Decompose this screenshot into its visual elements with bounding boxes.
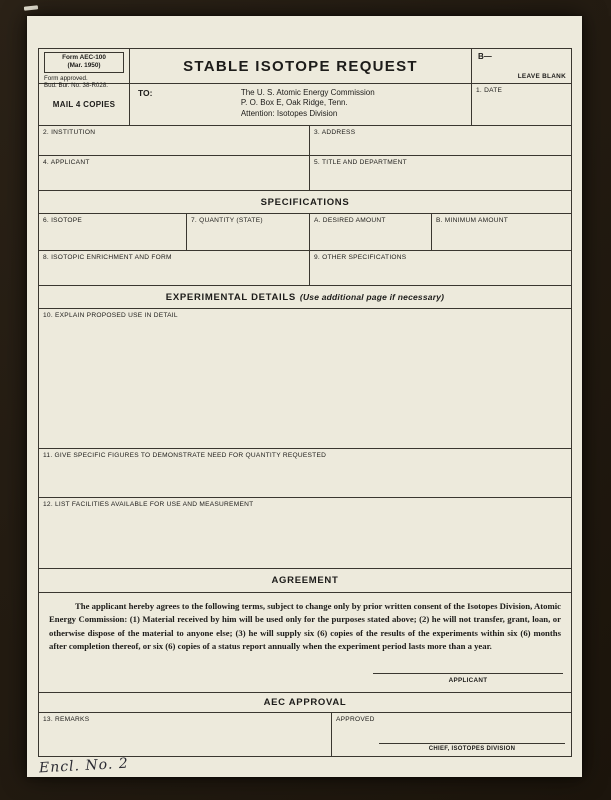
form-number-box [44,52,124,73]
handwritten-annotation: Encl. No. 2 [38,755,130,777]
question-12-row [39,498,571,569]
to-address-line3: Attention: Isotopes Division [240,108,338,118]
question-11-label: 11. GIVE SPECIFIC FIGURES TO DEMONSTRATE NEED FOR QUANTITY REQUESTED [43,452,327,459]
question-11-row [39,449,571,498]
agreement-heading: AGREEMENT [271,575,339,586]
field-date [471,84,571,125]
question-10-label: 10. EXPLAIN PROPOSED USE IN DETAIL [43,312,178,319]
to-row [39,84,571,126]
field-applicant [39,156,309,190]
enrichment-row [39,251,571,286]
field-specific-figures [39,449,571,497]
form-number: Form AEC-100 [62,54,106,61]
field-remarks [39,713,331,756]
isotope-label: 6. ISOTOPE [43,217,83,224]
aec-approval-heading: AEC APPROVAL [263,697,347,708]
experimental-header-row [39,286,571,309]
isotope-row [39,214,571,251]
form-approved-line1: Form approved. [44,74,88,82]
field-desired-amount [309,214,431,250]
question-10-row [39,309,571,449]
question-12-label: 12. LIST FACILITIES AVAILABLE FOR USE AND MEASUREMENT [43,501,254,508]
page-title: STABLE ISOTOPE REQUEST [183,57,418,75]
agreement-body-row [39,593,571,693]
scan-corner-mark [24,5,38,10]
to-address-wrap [152,88,463,125]
minimum-amount-label: B. MINIMUM AMOUNT [436,217,509,224]
institution-row [39,126,571,156]
field-quantity [186,214,309,250]
desired-amount-label: A. DESIRED AMOUNT [314,217,386,224]
field-other-specs [309,251,571,285]
applicant-row [39,156,571,191]
field-address [309,126,571,155]
chief-signature-line: CHIEF, ISOTOPES DIVISION [379,743,565,752]
field-proposed-use [39,309,571,448]
code-b: B— [478,52,492,61]
address-label: 3. ADDRESS [314,129,356,136]
header-row [39,49,571,90]
field-isotope [39,214,186,250]
remarks-row [39,713,571,756]
field-facilities [39,498,571,568]
agreement-body-cell [39,593,571,692]
field-enrichment [39,251,309,285]
mail-copies-cell [39,84,129,125]
experimental-heading-cell [39,286,571,308]
leave-blank-cell [471,49,571,83]
field-institution [39,126,309,155]
mail-copies-label: MAIL 4 COPIES [52,100,116,109]
title-cell [129,49,471,83]
leave-blank-label: LEAVE BLANK [517,73,566,80]
experimental-note: (Use additional page if necessary) [299,292,445,302]
applicant-signature-line: APPLICANT [373,673,563,686]
to-address-line1: The U. S. Atomic Energy Commission [240,88,375,97]
to-address-line2: P. O. Box E, Oak Ridge, Tenn. [240,98,348,108]
to-label: TO: [138,88,153,98]
form-id-block [39,49,129,90]
experimental-heading: EXPERIMENTAL DETAILS [165,291,296,303]
form-paper [27,16,582,777]
to-address [241,88,375,125]
to-address-cell [129,84,471,125]
other-specs-label: 9. OTHER SPECIFICATIONS [314,254,407,261]
institution-label: 2. INSTITUTION [43,129,96,136]
specifications-header-row [39,191,571,214]
form-revision: (Mar. 1950) [67,62,101,70]
enrichment-label: 8. ISOTOPIC ENRICHMENT AND FORM [43,254,172,261]
aec-approval-header-row [39,693,571,713]
date-label: 1. DATE [476,87,503,94]
title-department-label: 5. TITLE AND DEPARTMENT [314,159,407,166]
form-border [38,48,572,757]
agreement-header-row [39,569,571,593]
specifications-heading: SPECIFICATIONS [260,196,350,208]
field-title-department [309,156,571,190]
agreement-text: The applicant hereby agrees to the following terms, subject to change only by prior written consent of the Isotopes Division, Atomic Energy Commission: (1) Material received by him will be used only for the purposes stated above; (2) he will not transfer, grant, loan, or otherwise dispose of the material to anyone else; (3) he will supply six (6) copies of the results of the experiments within six (6) months after completion thereof, or six (6) copies of a status report annually when the experiment period lasts more than a year. [49,601,561,652]
quantity-label: 7. QUANTITY (STATE) [191,217,263,224]
field-approved [331,713,571,756]
approved-label: APPROVED [336,716,375,723]
applicant-label: 4. APPLICANT [43,159,90,166]
field-minimum-amount [431,214,571,250]
remarks-label: 13. REMARKS [43,716,90,723]
form-approved-line2: Bud. Bur. No. 38-R028. [44,82,108,90]
